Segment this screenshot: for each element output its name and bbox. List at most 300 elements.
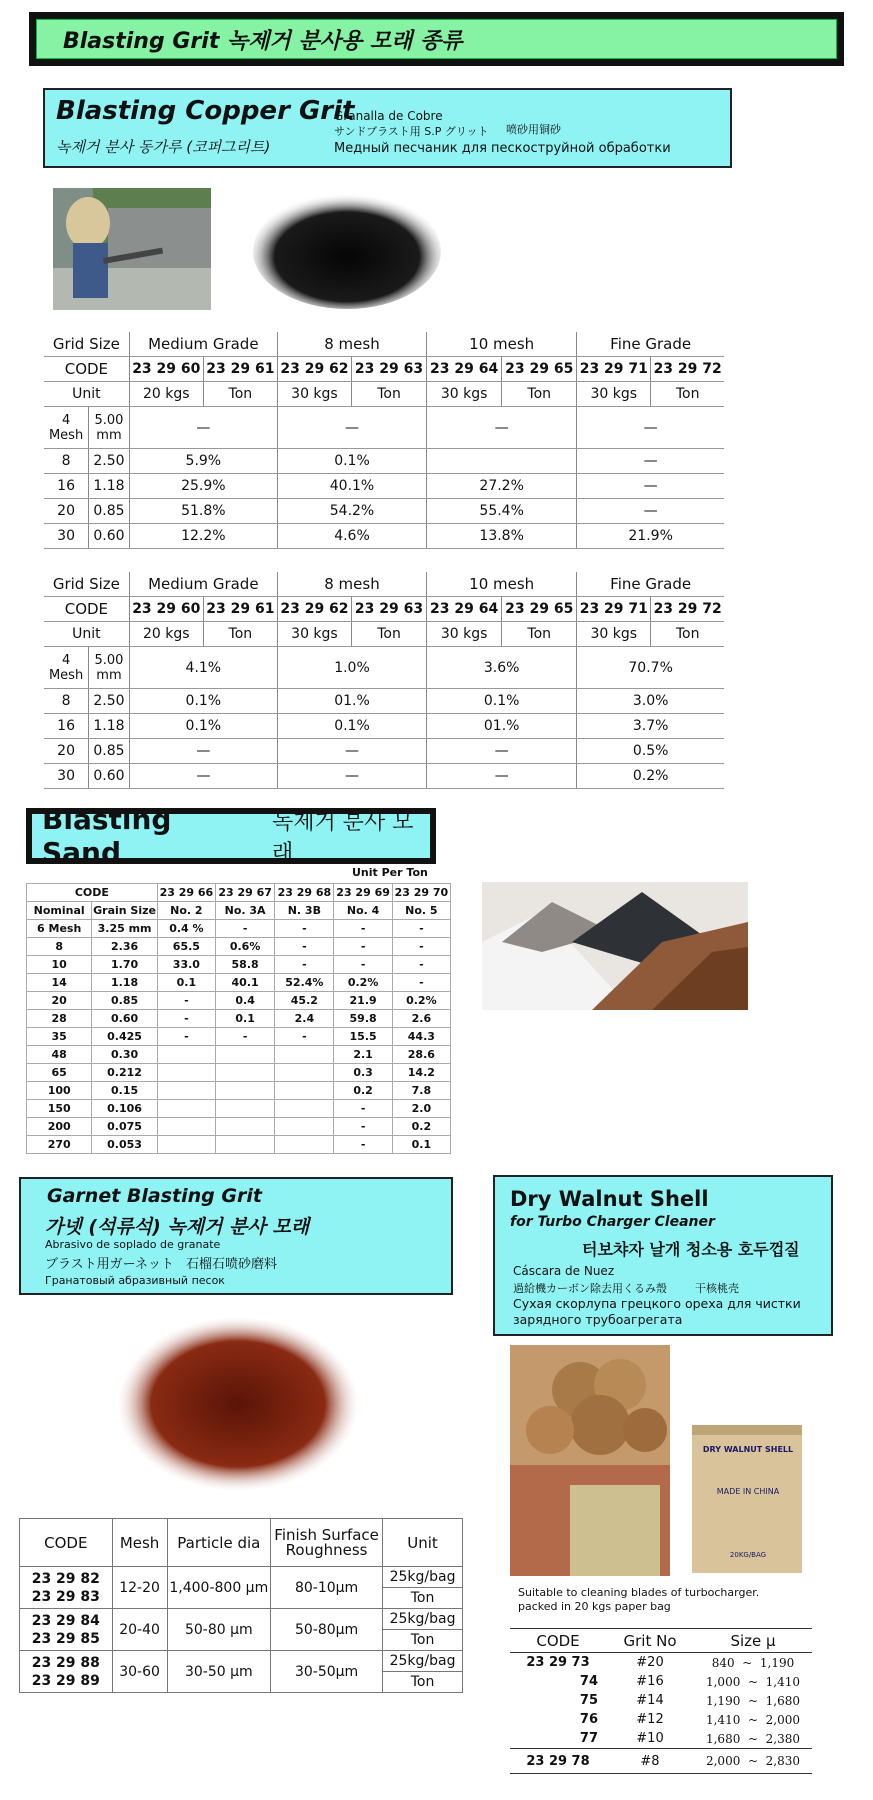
unit-cell: Ton [502,382,577,407]
value-cell: 21.9% [577,524,724,549]
value-cell: 1.0% [277,647,426,689]
sand-cell: - [275,938,334,956]
value-cell: 3.7% [577,714,724,739]
sand-cell: 52.4% [275,974,334,992]
sand-cell: - [334,938,392,956]
value-cell: — [427,739,577,764]
garnet-mesh: 20-40 [112,1609,167,1651]
copper-grit-title: Blasting Copper Grit [56,96,355,126]
walnut-size-cell: 1,680 ~ 2,380 [705,1731,801,1746]
unit-cell: 30 kgs [577,622,651,647]
sand-cell: 1.70 [92,956,157,974]
walnut-bag-label: DRY WALNUT SHELL [702,1445,794,1454]
sand-cell: 3.25 mm [92,920,157,938]
garnet-unit: Ton [383,1588,463,1609]
unit-cell: Ton [351,382,426,407]
value-cell: 01.% [427,714,577,739]
walnut-size-cell: 1,190 ~ 1,680 [705,1693,801,1708]
sand-cell: 2.1 [334,1046,392,1064]
sand-col-nominal: Nominal [27,902,92,920]
sand-cell: 0.2 [392,1118,450,1136]
mesh-cell: 30 [44,524,89,549]
sand-code: 23 29 66 [157,884,215,902]
sand-cell: 6 Mesh [27,920,92,938]
value-cell: 3.0% [577,689,724,714]
code-cell: 23 29 63 [351,597,426,622]
sand-cell: 2.6 [392,1010,450,1028]
sand-no: No. 3A [215,902,274,920]
code-cell: 23 29 60 [129,357,203,382]
copper-grit-header [43,88,732,168]
garnet-dia: 30-50 μm [167,1651,271,1693]
sand-cell: 65.5 [157,938,215,956]
walnut-bag-origin: MADE IN CHINA [716,1487,780,1496]
value-cell: 0.1% [277,449,426,474]
value-cell [427,449,577,474]
sand-row [27,1010,451,1028]
sand-row [27,1100,451,1118]
sand-cell: 0.2% [334,974,392,992]
sand-no: N. 3B [275,902,334,920]
copper-grit-table-1 [44,332,724,549]
blasting-sand-header [26,803,436,869]
garnet-dia: 50-80 μm [167,1609,271,1651]
unit-cell: Ton [502,622,577,647]
value-cell: 13.8% [427,524,577,549]
mesh-cell: 16 [44,474,89,499]
blasting-sand-korean: 녹제거 분사 모래 [271,810,414,866]
copper-grit-table-2 [44,572,724,789]
garnet-unit: Ton [383,1672,463,1693]
sand-cell: 8 [27,938,92,956]
sand-cell: - [157,1028,215,1046]
grid-size-label: Grid Size [44,572,129,597]
sand-cell: 59.8 [334,1010,392,1028]
garnet-roughness: 80-10μm [271,1567,383,1609]
grade-header: 8 mesh [277,572,426,597]
sand-no: No. 4 [334,902,392,920]
sand-cell: - [157,992,215,1010]
sand-cell: 2.36 [92,938,157,956]
walnut-shell-photo [510,1345,833,1576]
walnut-code-cell: 23 29 78 [510,1749,606,1774]
grade-header: 8 mesh [277,332,426,357]
sand-cell: 2.4 [275,1010,334,1028]
sand-cell: 100 [27,1082,92,1100]
value-cell: — [277,407,426,449]
sand-cell [275,1082,334,1100]
garnet-code: 23 29 88 [31,1654,100,1671]
sand-row [27,974,451,992]
sand-code: 23 29 68 [275,884,334,902]
sand-row [27,956,451,974]
unit-cell: Ton [651,382,724,407]
garnet-header [19,1177,453,1295]
garnet-roughness: 30-50μm [271,1651,383,1693]
mm-cell: 1.18 [89,714,130,739]
sand-row [27,1046,451,1064]
sand-cell [275,1046,334,1064]
garnet-mesh: 30-60 [112,1651,167,1693]
sand-cell: 0.425 [92,1028,157,1046]
sand-cell: 0.075 [92,1118,157,1136]
code-cell: 23 29 63 [351,357,426,382]
sand-cell: 0.4 [215,992,274,1010]
garnet-chinese: 石榴石喷砂磨料 [186,1257,278,1272]
unit-label: Unit [44,622,129,647]
sand-cell: 48 [27,1046,92,1064]
walnut-code-cell: 77 [579,1731,598,1746]
sand-cell: 15.5 [334,1028,392,1046]
sand-cell: 0.2% [392,992,450,1010]
copper-grit-chinese: 喷砂用铜砂 [506,123,561,136]
mesh-cell: 8 [44,689,89,714]
walnut-note: Suitable to cleaning blades of turbocharger. packed in 20 kgs paper bag [518,1586,760,1613]
garnet-code: 23 29 85 [31,1630,100,1647]
garnet-unit: Ton [383,1630,463,1651]
sand-cell: 7.8 [392,1082,450,1100]
value-cell: 27.2% [427,474,577,499]
sand-cell [275,1064,334,1082]
copper-grit-japanese: サンドブラスト用 S.P グリット [334,125,489,138]
sand-cell [275,1136,334,1154]
sand-cell: - [275,956,334,974]
unit-cell: 30 kgs [277,382,351,407]
value-cell: 54.2% [277,499,426,524]
sand-cell: - [392,974,450,992]
copper-grit-korean: 녹제거 분사 동가루 (코퍼그리트) [56,138,271,156]
value-cell: — [577,474,724,499]
banner-title: Blasting Grit 녹제거 분사용 모래 종류 [36,19,837,59]
sand-cell: 0.3 [334,1064,392,1082]
sand-cell: - [334,1136,392,1154]
walnut-table [510,1628,812,1774]
value-cell: — [129,764,277,789]
sand-row [27,938,451,956]
sand-cell: 35 [27,1028,92,1046]
garnet-header-dia: Particle dia [167,1519,271,1567]
mm-cell: 5.00 mm [89,647,130,689]
mm-cell: 0.85 [89,499,130,524]
walnut-size-cell: 840 ~ 1,190 [711,1655,795,1670]
sand-cell: - [334,920,392,938]
grade-header: 10 mesh [427,572,577,597]
value-cell: — [129,407,277,449]
garnet-header-roughness: Finish Surface Roughness [271,1519,383,1567]
unit-cell: 30 kgs [277,622,351,647]
mesh-cell: 16 [44,714,89,739]
sand-cell [157,1082,215,1100]
walnut-grit-cell: #14 [636,1693,664,1708]
blasting-sand-photo [482,882,748,1010]
sand-cell: 0.212 [92,1064,157,1082]
mm-cell: 1.18 [89,474,130,499]
sand-cell [157,1046,215,1064]
sand-row [27,1136,451,1154]
value-cell: — [577,407,724,449]
sand-cell [157,1064,215,1082]
garnet-mesh: 12-20 [112,1567,167,1609]
sand-cell: - [215,920,274,938]
unit-cell: 20 kgs [129,382,203,407]
sand-cell [275,1100,334,1118]
code-cell: 23 29 62 [277,597,351,622]
sand-cell: 270 [27,1136,92,1154]
value-cell: 4.1% [129,647,277,689]
value-cell: 3.6% [427,647,577,689]
mesh-cell: 4 Mesh [44,407,89,449]
value-cell: 0.2% [577,764,724,789]
unit-cell: Ton [203,382,277,407]
sand-col-grain: Grain Size [92,902,157,920]
walnut-size-cell: 1,410 ~ 2,000 [705,1712,801,1727]
grade-header: Medium Grade [129,332,277,357]
sand-cell: - [334,1100,392,1118]
walnut-chinese: 干核桃壳 [695,1282,739,1295]
sand-cell: - [334,956,392,974]
garnet-table [19,1518,463,1693]
sand-row [27,920,451,938]
sand-code: 23 29 69 [334,884,392,902]
value-cell: 0.1% [129,714,277,739]
sand-cell: - [275,920,334,938]
sand-cell: 0.106 [92,1100,157,1118]
sand-cell: 0.30 [92,1046,157,1064]
sand-cell: 200 [27,1118,92,1136]
sand-cell [215,1118,274,1136]
value-cell: 70.7% [577,647,724,689]
mm-cell: 2.50 [89,449,130,474]
code-cell: 23 29 61 [203,597,277,622]
sand-cell: 33.0 [157,956,215,974]
value-cell: — [427,407,577,449]
unit-cell: 20 kgs [129,622,203,647]
walnut-header-size: Size μ [694,1629,812,1653]
walnut-row [510,1749,812,1774]
sand-cell: 44.3 [392,1028,450,1046]
code-cell: 23 29 71 [577,357,651,382]
garnet-codes [20,1567,113,1609]
walnut-russian: Сухая скорлупа грецкого ореха для чистки зарядного трубоагрегата [513,1296,801,1327]
sand-code: 23 29 67 [215,884,274,902]
sand-row [27,992,451,1010]
sand-cell: - [275,1028,334,1046]
mesh-cell: 20 [44,499,89,524]
unit-cell: Ton [203,622,277,647]
code-cell: 23 29 61 [203,357,277,382]
garnet-grit-pile-photo [118,1308,358,1493]
sand-cell: 2.0 [392,1100,450,1118]
code-cell: 23 29 65 [502,357,577,382]
garnet-header-mesh: Mesh [112,1519,167,1567]
sand-cell: 65 [27,1064,92,1082]
garnet-japanese: ブラスト用ガーネット [45,1257,174,1272]
mesh-cell: 8 [44,449,89,474]
code-label: CODE [44,597,129,622]
mm-cell: 0.60 [89,524,130,549]
unit-cell: Ton [351,622,426,647]
value-cell: — [277,764,426,789]
sand-cell: 150 [27,1100,92,1118]
sand-cell: - [157,1010,215,1028]
mm-cell: 0.60 [89,764,130,789]
walnut-grit-cell: #8 [606,1749,694,1774]
sand-cell: 45.2 [275,992,334,1010]
sand-cell: 28.6 [392,1046,450,1064]
value-cell: — [427,764,577,789]
blasting-sand-title: Blasting Sand [42,803,172,869]
garnet-header-code: CODE [20,1519,113,1567]
walnut-code-cell: 74 [579,1674,598,1689]
sand-code-label: CODE [27,884,158,902]
walnut-row [510,1672,812,1691]
garnet-header-unit: Unit [383,1519,463,1567]
sand-cell [215,1082,274,1100]
garnet-dia: 1,400-800 μm [167,1567,271,1609]
garnet-code: 23 29 83 [31,1588,100,1605]
walnut-code-cell: 23 29 73 [526,1655,590,1670]
sand-cell: 58.8 [215,956,274,974]
walnut-row [510,1710,812,1729]
garnet-code: 23 29 82 [31,1570,100,1587]
grade-header: 10 mesh [427,332,577,357]
walnut-grit-cell: #10 [636,1731,664,1746]
code-cell: 23 29 72 [651,597,724,622]
sand-cell: - [215,1028,274,1046]
code-cell: 23 29 62 [277,357,351,382]
mm-cell: 0.85 [89,739,130,764]
walnut-title: Dry Walnut Shell [510,1187,709,1211]
garnet-codes [20,1651,113,1693]
walnut-header [493,1175,833,1336]
sand-cell: 0.1 [215,1010,274,1028]
garnet-unit: 25kg/bag [383,1651,463,1672]
value-cell: 0.1% [427,689,577,714]
sand-cell [157,1100,215,1118]
sand-cell [215,1100,274,1118]
sand-cell: 14.2 [392,1064,450,1082]
value-cell: 01.% [277,689,426,714]
value-cell: — [277,739,426,764]
walnut-spanish: Cáscara de Nuez [513,1264,615,1278]
grade-header: Fine Grade [577,332,724,357]
sand-row [27,1118,451,1136]
walnut-subtitle: for Turbo Charger Cleaner [510,1214,715,1230]
sand-cell: 0.2 [334,1082,392,1100]
sand-cell: 0.053 [92,1136,157,1154]
sand-cell: 40.1 [215,974,274,992]
garnet-russian: Гранатовый абразивный песок [45,1274,225,1287]
garnet-code: 23 29 84 [31,1612,100,1629]
sand-cell: 0.6% [215,938,274,956]
walnut-size-cell: 1,000 ~ 1,410 [705,1674,801,1689]
page-banner [29,12,844,66]
sand-cell [275,1118,334,1136]
walnut-japanese: 過給機カーボン除去用くるみ殼 [513,1282,667,1295]
walnut-row [510,1691,812,1710]
walnut-header-grit: Grit No [606,1629,694,1653]
mesh-cell: 20 [44,739,89,764]
sand-code: 23 29 70 [392,884,450,902]
walnut-code-cell: 76 [579,1712,598,1727]
garnet-codes [20,1609,113,1651]
sand-cell: 28 [27,1010,92,1028]
unit-per-ton-label: Unit Per Ton [352,866,428,879]
code-cell: 23 29 72 [651,357,724,382]
sand-cell: - [392,920,450,938]
sand-cell: 0.60 [92,1010,157,1028]
sand-cell: - [334,1118,392,1136]
value-cell: — [577,449,724,474]
sand-cell: 0.1 [392,1136,450,1154]
value-cell: 51.8% [129,499,277,524]
sand-no: No. 5 [392,902,450,920]
walnut-header-code: CODE [510,1629,606,1653]
walnut-code-cell: 75 [579,1693,598,1708]
garnet-title: Garnet Blasting Grit [47,1185,262,1207]
copper-grit-russian: Медный песчаник для пескоструйной обработки [334,141,671,156]
sand-cell [157,1118,215,1136]
mesh-cell: 4 Mesh [44,647,89,689]
walnut-grit-cell: #20 [636,1655,664,1670]
value-cell: 25.9% [129,474,277,499]
copper-grit-pile-photo [252,185,442,313]
garnet-roughness: 50-80μm [271,1609,383,1651]
sand-row [27,1064,451,1082]
code-cell: 23 29 71 [577,597,651,622]
sand-cell [215,1064,274,1082]
walnut-bag-weight: 20KG/BAG [729,1551,767,1559]
value-cell: 0.5% [577,739,724,764]
code-cell: 23 29 65 [502,597,577,622]
blasting-sand-table [26,883,451,1154]
unit-cell: 30 kgs [427,382,502,407]
sand-cell [215,1046,274,1064]
value-cell: 55.4% [427,499,577,524]
walnut-korean: 터보챠자 날개 청소용 호두껍질 [582,1240,800,1259]
garnet-code: 23 29 89 [31,1672,100,1689]
sand-cell: 21.9 [334,992,392,1010]
walnut-grit-cell: #16 [636,1674,664,1689]
value-cell: 5.9% [129,449,277,474]
sand-cell: 0.15 [92,1082,157,1100]
walnut-row [510,1729,812,1749]
mm-cell: 2.50 [89,689,130,714]
sand-cell: 10 [27,956,92,974]
sand-cell: 0.85 [92,992,157,1010]
sand-cell: 0.1 [157,974,215,992]
sandblasting-worker-photo [53,188,211,310]
value-cell: 4.6% [277,524,426,549]
sand-cell: 14 [27,974,92,992]
walnut-size-cell: 2,000 ~ 2,830 [694,1749,812,1774]
value-cell: — [577,499,724,524]
sand-cell: 0.4 % [157,920,215,938]
code-cell: 23 29 64 [427,357,502,382]
garnet-korean: 가넷 (석류석) 녹제거 분사 모래 [45,1216,310,1238]
garnet-unit: 25kg/bag [383,1567,463,1588]
value-cell: 0.1% [277,714,426,739]
unit-label: Unit [44,382,129,407]
grade-header: Medium Grade [129,572,277,597]
sand-cell: 1.18 [92,974,157,992]
unit-cell: 30 kgs [427,622,502,647]
sand-cell: - [392,938,450,956]
walnut-row [510,1653,812,1673]
mm-cell: 5.00 mm [89,407,130,449]
grade-header: Fine Grade [577,572,724,597]
value-cell: 40.1% [277,474,426,499]
